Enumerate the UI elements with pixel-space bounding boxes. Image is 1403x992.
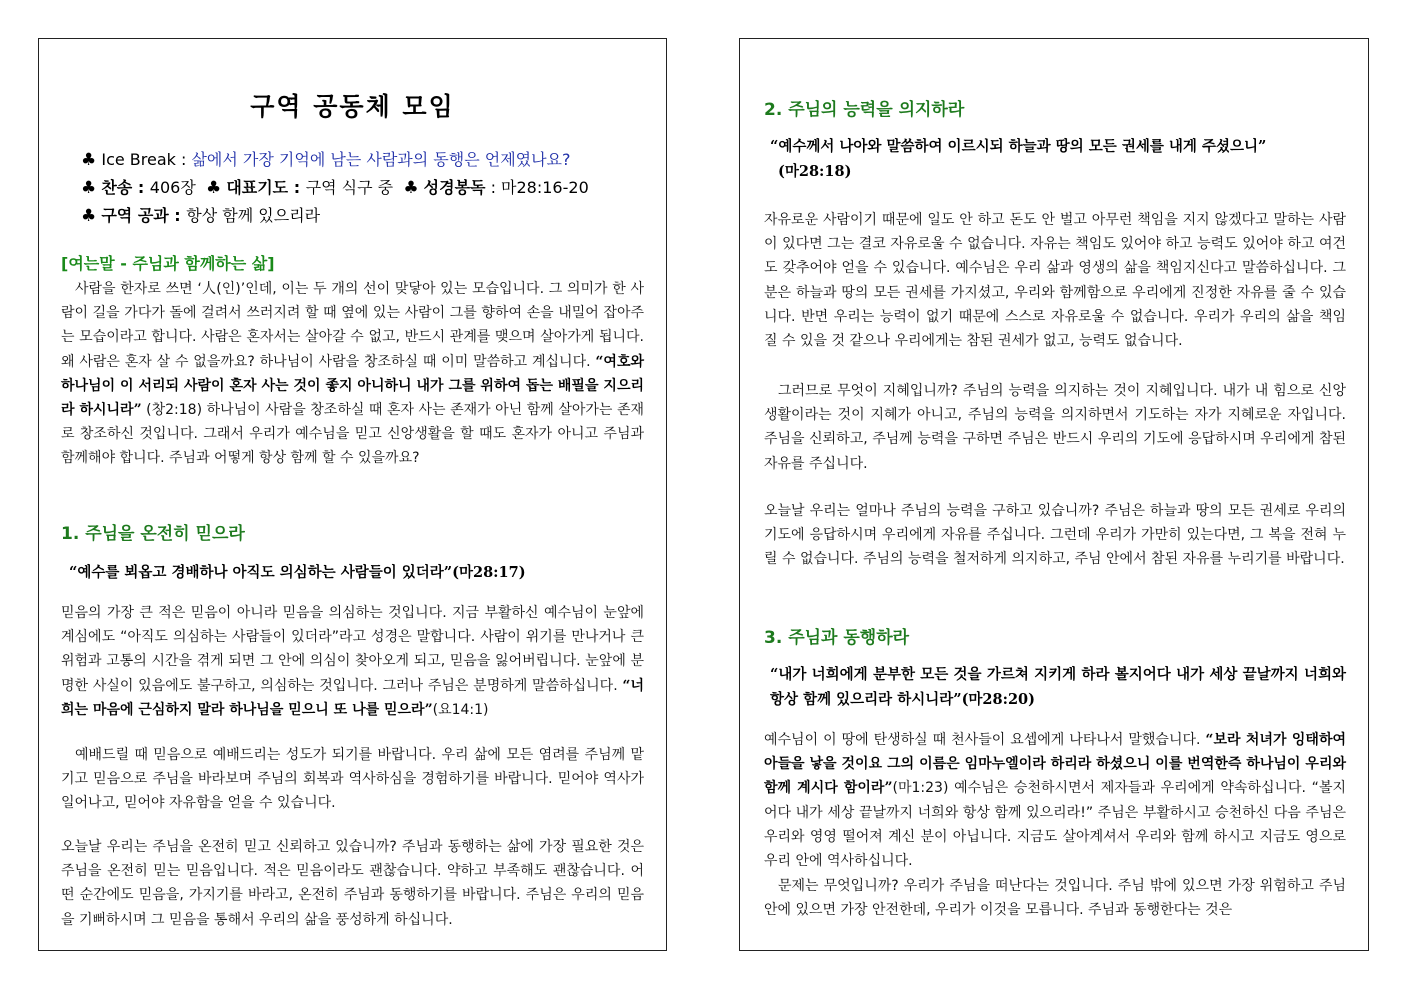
left-page xyxy=(38,38,667,951)
ice-break-line xyxy=(81,146,589,174)
section3-text-1b: (마1:23) 예수님은 승천하시면서 제자들과 우리에게 약속하십니다. “볼지어다 내가 세상 끝날까지 너희와 항상 함께 있으리라!” 주님은 부활하시고 승천하신 다음 주님은 우리와 영영 떨어져 계신 분이 아닙니다. 지금도 살아계셔서 우리와 함께 하시고 지금도 영으로 우리 안에 역사하십니다. xyxy=(764,780,1346,870)
section1-text-1: 믿음의 가장 큰 적은 믿음이 아니라 믿음을 의심하는 것입니다. 지금 부활하신 예수님이 눈앞에 계심에도 “아직도 의심하는 사람들이 있더라”라고 성경은 말합니다. 사람이 위기를 만나거나 큰 위험과 고통의 시간을 겪게 되면 그 안에 의심이 찾아오게 되고, 믿음을 잃어버립니다. 눈앞에 분명한 사실이 있음에도 불구하고, 의심하는 것입니다. 그러나 주님은 분명하게 말씀하십니다. xyxy=(61,605,644,694)
lesson-value: 항상 함께 있으리라 xyxy=(186,206,321,225)
section1-verse-2: “너희는 마음에 근심하지 말라 하나님을 믿으니 또 나를 믿으라” xyxy=(61,677,644,718)
hymn-prayer-reading-line xyxy=(81,174,589,202)
opening-text-1: 사람을 한자로 쓰면 ‘人(인)’인데, 이는 두 개의 선이 맞닿아 있는 모습입니다. 그 의미가 한 사람이 길을 가다가 돌에 걸려서 쓰러지려 할 때 옆에 있는 사람이 그를 향하여 손을 내밀어 잡아주는 모습이라고 합니다. 사람은 혼자서는 살아갈 수 없고, 반드시 관계를 맺으며 살아가게 됩니다. 왜 사람은 혼자 살 수 없을까요? 하나님이 사람을 창조하실 때 이미 말씀하고 계십니다. xyxy=(61,281,644,370)
hymn-value: 406장 xyxy=(149,178,196,197)
prayer-label: 대표기도 : xyxy=(226,178,306,197)
ice-break-label: Ice Break xyxy=(101,150,176,169)
lesson-label: 구역 공과 : xyxy=(101,206,187,225)
ice-break-text: 삶에서 가장 기억에 남는 사람과의 동행은 언제였나요? xyxy=(191,150,571,169)
section2-verse-text: “예수께서 나아와 말씀하여 이르시되 하늘과 땅의 모든 권세를 내게 주셨으니” xyxy=(770,138,1267,155)
ice-break-sep: : xyxy=(175,150,192,169)
club-icon: ♣ xyxy=(403,178,419,198)
reading-label: 성경봉독 xyxy=(423,178,486,197)
club-icon: ♣ xyxy=(205,178,222,198)
reading-value: : 마28:16-20 xyxy=(485,178,589,197)
section3-verse: “내가 너희에게 분부한 모든 것을 가르쳐 지키게 하라 볼지어다 내가 세상 끝날까지 너희와 항상 함께 있으리라 하시니라”(마28:20) xyxy=(770,666,1346,708)
lesson-line xyxy=(81,202,589,230)
section1-paragraph-1 xyxy=(61,601,644,722)
section2-paragraph-1: 자유로운 사람이기 때문에 일도 안 하고 돈도 안 벌고 아무런 책임을 지지 않겠다고 말하는 사람이 있다면 그는 결코 자유로울 수 없습니다. 자유는 책임도 있어야 하고 능력도 있어야 하고 여건도 갖추어야 얻을 수 있습니다. 예수님은 우리 삶과 영생의 삶을 책임지신다고 말씀하십니다. 그분은 하늘과 땅의 모든 권세를 가지셨고, 우리와 함께함으로 우리에게 진정한 자유를 줄 수 있습니다. 반면 우리는 능력이 없기 때문에 스스로 자유로울 수 없습니다. 우리가 우리의 삶을 책임 질 수 있을 것 같으나 우리에게는 참된 권세가 없고, 능력도 없습니다. xyxy=(764,212,1346,350)
section3-paragraph-2: 문제는 무엇입니까? 우리가 주님을 떠난다는 것입니다. 주님 밖에 있으면 가장 위험하고 주님 안에 있으면 가장 안전한데, 우리가 이것을 모릅니다. 주님과 동행한다는 것은 xyxy=(764,878,1347,919)
section2-title: 2. 주님의 능력을 의지하라 xyxy=(764,100,965,120)
right-page xyxy=(739,38,1369,951)
meeting-info xyxy=(81,146,589,230)
section2-verse-ref: (마28:18) xyxy=(778,163,852,180)
section1-ref-2: (요14:1) xyxy=(432,701,489,718)
club-icon: ♣ xyxy=(81,178,97,198)
section2-paragraph-2: 그러므로 무엇이 지혜입니까? 주님의 능력을 의지하는 것이 지혜입니다. 내가 내 힘으로 신앙생활이라는 것이 지혜가 아니고, 주님의 능력을 의지하면서 기도하는 자가 지혜로운 자입니다. 주님을 신뢰하고, 주님께 능력을 구하면 주님은 반드시 우리의 기도에 응답하시며 우리에게 참된 자유를 주십니다. xyxy=(764,383,1346,472)
section1-title: 1. 주님을 온전히 믿으라 xyxy=(61,524,245,544)
section1-paragraph-2: 예배드릴 때 믿음으로 예배드리는 성도가 되기를 바랍니다. 우리 삶에 모든 염려를 주님께 맡기고 믿음으로 주님을 바라보며 주님의 회복과 역사하심을 경험하기를 바랍니다. 믿어야 역사가 일어나고, 믿어야 자유함을 얻을 수 있습니다. xyxy=(61,747,644,812)
club-icon: ♣ xyxy=(81,206,97,226)
opening-paragraph xyxy=(61,277,644,471)
opening-title: [여는말 - 주님과 함께하는 삶] xyxy=(61,254,275,273)
club-icon: ♣ xyxy=(81,150,97,170)
section2-paragraph-3: 오늘날 우리는 얼마나 주님의 능력을 구하고 있습니까? 주님은 하늘과 땅의 모든 권세로 우리의 기도에 응답하시며 우리에게 자유를 주십니다. 그런데 우리가 가만히 있는다면, 그 복을 전혀 누릴 수 없습니다. 주님의 능력을 철저하게 의지하고, 주님 안에서 참된 자유를 누리기를 바랍니다. xyxy=(764,503,1346,568)
section3-verse-2: “보라 처녀가 잉태하여 아들을 낳을 것이요 그의 이름은 임마누엘이라 하리라 하셨으니 이를 번역한즉 하나님이 우리와 함께 계시다 함이라” xyxy=(764,732,1346,797)
section1-verse: “예수를 뵈옵고 경배하나 아직도 의심하는 사람들이 있더라”(마28:17) xyxy=(69,564,526,581)
section3-paragraph-1 xyxy=(764,728,1346,873)
opening-verse: “여호와 하나님이 이 서리되 사람이 혼자 사는 것이 좋지 아니하니 내가 그를 위하여 돕는 배필을 지으리라 하시니라” xyxy=(61,353,644,419)
opening-text-2: (창2:18) 하나님이 사람을 창조하실 때 혼자 사는 존재가 아닌 함께 살아가는 존재로 창조하신 것입니다. 그래서 우리가 예수님을 믿고 신앙생활을 할 때도 혼자가 아니고 주님과 함께해야 합니다. 주님과 어떻게 항상 함께 할 수 있을까요? xyxy=(61,402,644,467)
section2-verse xyxy=(770,134,1350,184)
hymn-label: 찬송 : xyxy=(101,178,150,197)
page-title: 구역 공동체 모임 xyxy=(250,92,455,121)
section1-paragraph-3: 오늘날 우리는 주님을 온전히 믿고 신뢰하고 있습니까? 주님과 동행하는 삶에 가장 필요한 것은 주님을 온전히 믿는 믿음입니다. 적은 믿음이라도 괜찮습니다. 약하고 부족해도 괜찮습니다. 어떤 순간에도 믿음을, 가지기를 바라고, 온전히 주님과 동행하기를 바랍니다. 주님은 우리의 믿음을 기뻐하시며 그 믿음을 통해서 우리의 삶을 풍성하게 하십니다. xyxy=(61,839,644,928)
prayer-value: 구역 식구 중 xyxy=(305,178,394,197)
section3-text-1a: 예수님이 이 땅에 탄생하실 때 천사들이 요셉에게 나타나서 말했습니다. xyxy=(764,732,1206,748)
section3-title: 3. 주님과 동행하라 xyxy=(764,628,910,648)
